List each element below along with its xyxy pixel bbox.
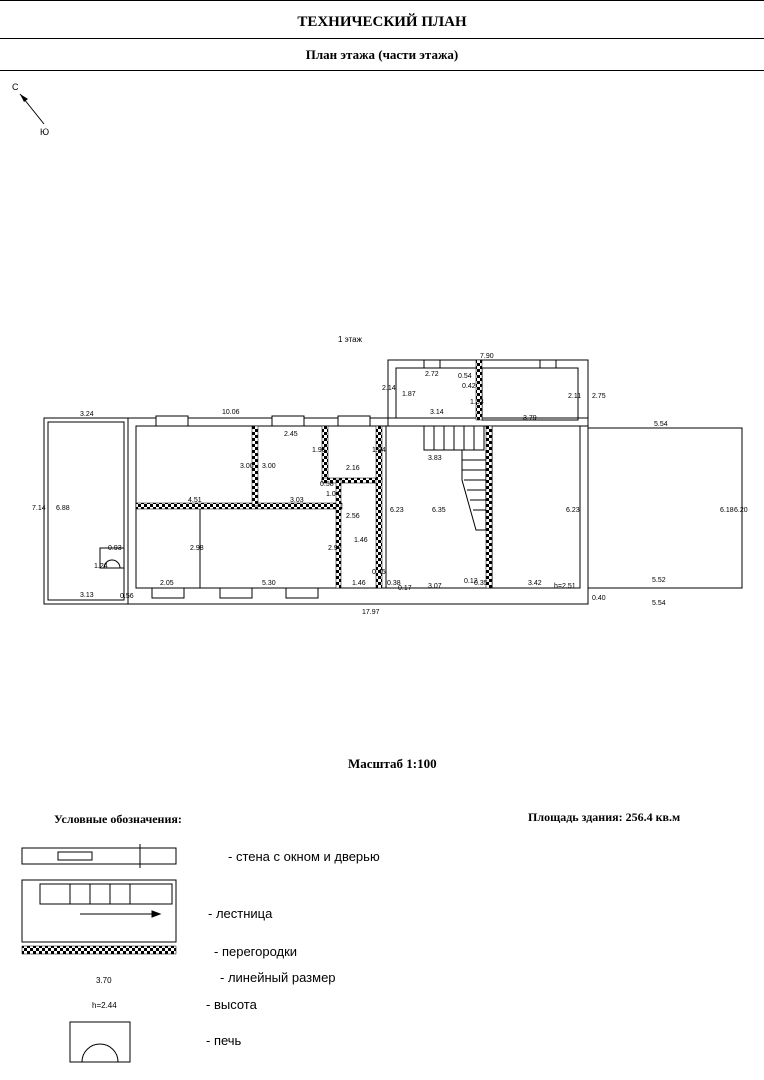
partition xyxy=(136,503,342,509)
upper-block-outline xyxy=(388,360,588,426)
legend-heading: Условные обозначения: xyxy=(54,812,182,826)
window xyxy=(152,588,184,598)
dim-label: 10.06 xyxy=(222,409,240,416)
height-label: h=2.51 xyxy=(554,583,576,590)
compass-north-label: С xyxy=(12,82,19,92)
window xyxy=(540,360,556,368)
document-title: ТЕХНИЧЕСКИЙ ПЛАН xyxy=(0,0,764,39)
dim-label: 1.33 xyxy=(470,399,484,406)
upper-room-right xyxy=(482,368,578,420)
dim-label: 0.42 xyxy=(462,383,476,390)
legend-wall-symbol xyxy=(22,844,176,868)
dim-label: 6.18 xyxy=(720,507,734,514)
dim-label: 17.97 xyxy=(362,609,380,616)
legend-stairs-symbol xyxy=(22,880,176,942)
dim-label: 6.20 xyxy=(734,507,748,514)
document-subtitle: План этажа (части этажа) xyxy=(0,38,764,71)
dim-label: 1.04 xyxy=(326,491,340,498)
dim-label: 0.40 xyxy=(592,595,606,602)
dim-label: 5.54 xyxy=(652,600,666,607)
dim-label: 3.00 xyxy=(240,463,254,470)
legend-stove-label: - печь xyxy=(206,1033,242,1048)
legend-partition-symbol xyxy=(22,946,176,954)
dim-label: 0.93 xyxy=(108,545,122,552)
compass-south-label: Ю xyxy=(40,127,50,137)
main-outline xyxy=(128,418,588,604)
dim-label: 2.45 xyxy=(284,431,298,438)
dim-label: 2.75 xyxy=(592,393,606,400)
dim-label: 6.23 xyxy=(566,507,580,514)
compass-arrow xyxy=(12,82,49,137)
legend-linear-sample: 3.70 xyxy=(96,976,112,985)
window xyxy=(220,588,252,598)
dim-label: 1.46 xyxy=(354,537,368,544)
dim-label: 1.46 xyxy=(352,580,366,587)
dim-label: 3.07 xyxy=(428,583,442,590)
dim-label: 5.30 xyxy=(262,580,276,587)
dim-label: 6.23 xyxy=(390,507,404,514)
dim-label: 2.16 xyxy=(346,465,360,472)
right-annex xyxy=(588,428,742,588)
dim-label: 5.52 xyxy=(652,577,666,584)
dim-label: 3.13 xyxy=(80,592,94,599)
partitions xyxy=(136,360,492,588)
legend-linear-label: - линейный размер xyxy=(220,970,336,985)
dim-label: 5.54 xyxy=(654,421,668,428)
dim-label: 2.97 xyxy=(328,545,342,552)
dim-label: 0.17 xyxy=(398,585,412,592)
legend-stove-symbol xyxy=(70,1022,130,1062)
window xyxy=(338,416,370,426)
dim-label: 0.12 xyxy=(464,578,478,585)
dim-label: 0.35 xyxy=(474,580,488,587)
floor-label: 1 этаж xyxy=(338,335,362,344)
legend-wall-label: - стена с окном и дверью xyxy=(228,849,380,864)
dim-label: 3.00 xyxy=(262,463,276,470)
legend-partitions-label: - перегородки xyxy=(214,944,298,959)
dim-label: 6.35 xyxy=(432,507,446,514)
walls xyxy=(44,360,742,604)
dim-label: 2.72 xyxy=(425,371,439,378)
dim-label: 6.88 xyxy=(56,505,70,512)
dim-label: 3.03 xyxy=(290,497,304,504)
window xyxy=(424,360,440,368)
dim-label: 3.42 xyxy=(528,580,542,587)
dim-label: 1.84 xyxy=(372,447,386,454)
dim-label: 1.96 xyxy=(312,447,326,454)
dim-label: 4.51 xyxy=(188,497,202,504)
dim-label: 0.38 xyxy=(387,580,401,587)
partition xyxy=(486,426,492,588)
building-area: Площадь здания: 256.4 кв.м xyxy=(528,810,681,824)
legend-symbols xyxy=(22,844,176,1062)
legend-height-label: - высота xyxy=(206,997,257,1012)
dim-label: 0.45 xyxy=(372,569,386,576)
dim-label: 2.05 xyxy=(160,580,174,587)
window xyxy=(286,588,318,598)
dim-label: 2.14 xyxy=(382,385,396,392)
scale-label: Масштаб 1:100 xyxy=(348,756,437,771)
dim-label: 2.98 xyxy=(190,545,204,552)
dimension-labels xyxy=(32,353,748,616)
dim-label: 1.24 xyxy=(94,563,108,570)
legend-height-sample: h=2.44 xyxy=(92,1001,117,1010)
dim-label: 1.87 xyxy=(402,391,416,398)
legend-stairs-label: - лестница xyxy=(208,906,273,921)
dim-label: 7.14 xyxy=(32,505,46,512)
dim-label: 0.58 xyxy=(320,481,334,488)
dim-label: 3.14 xyxy=(430,409,444,416)
dim-label: 3.79 xyxy=(523,415,537,422)
partition xyxy=(476,360,482,420)
dim-label: 2.56 xyxy=(346,513,360,520)
dim-label: 3.83 xyxy=(428,455,442,462)
window xyxy=(156,416,188,426)
dim-label: 2.11 xyxy=(568,393,582,400)
window xyxy=(272,416,304,426)
dim-label: 0.54 xyxy=(458,373,472,380)
dim-label: 0.56 xyxy=(120,593,134,600)
partition xyxy=(322,426,328,482)
dim-label: 7.90 xyxy=(480,353,494,360)
dim-label: 3.24 xyxy=(80,411,94,418)
